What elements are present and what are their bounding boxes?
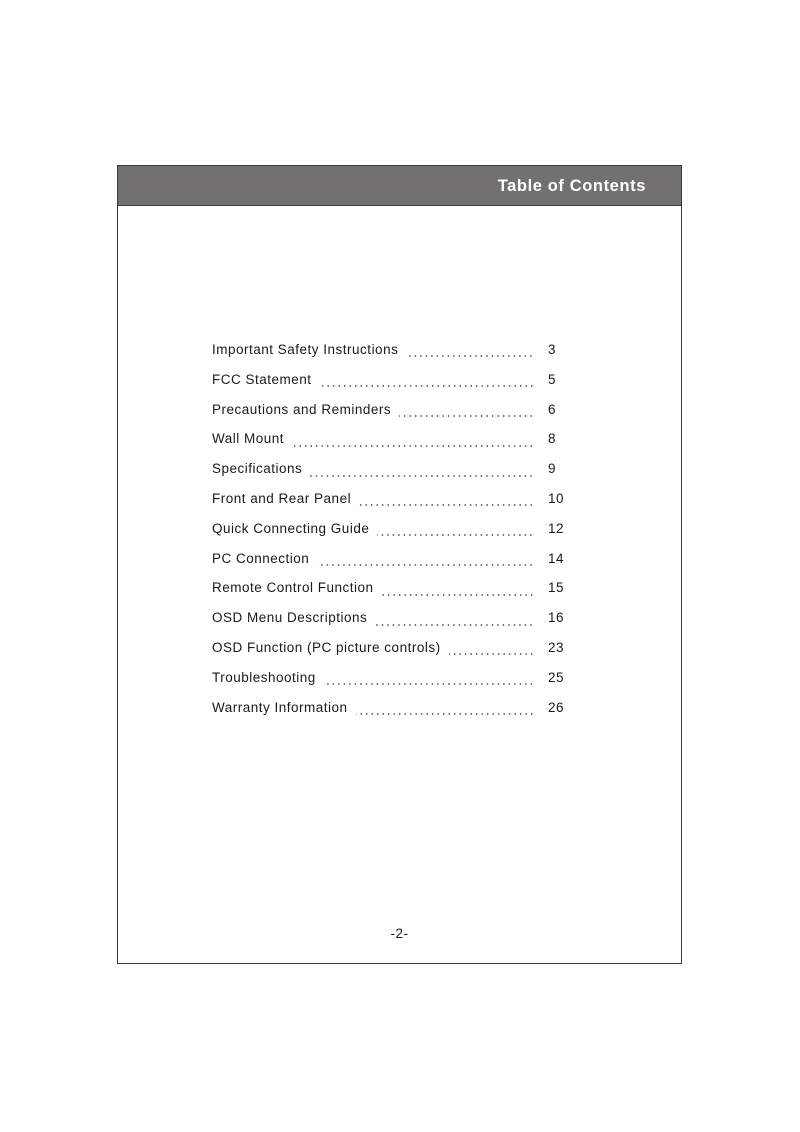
dot-leader: [449, 653, 534, 655]
toc-entry: [212, 370, 572, 400]
manual-page: [117, 165, 682, 964]
toc-entry-page: 9: [548, 461, 557, 477]
toc-entry: [212, 578, 572, 608]
toc-entry: [212, 429, 572, 459]
toc-entry-page: 6: [548, 401, 557, 417]
dot-leader: [356, 713, 534, 715]
toc-entry-label: OSD Function (PC picture controls): [212, 639, 441, 655]
toc-entry-page: 23: [548, 639, 565, 655]
toc-entry-page: 8: [548, 431, 557, 447]
toc-entry-label: Troubleshooting: [212, 669, 316, 685]
table-of-contents: [212, 340, 572, 727]
toc-entry-label: FCC Statement: [212, 371, 312, 387]
toc-entry-label: Front and Rear Panel: [212, 490, 352, 506]
toc-entry-label: PC Connection: [212, 550, 310, 566]
toc-entry: [212, 608, 572, 638]
dot-leader: [377, 534, 534, 536]
toc-entry-label: Quick Connecting Guide: [212, 520, 370, 536]
toc-entry-label: Important Safety Instructions: [212, 342, 399, 357]
toc-entry: [212, 459, 572, 489]
toc-entry-page: 16: [548, 610, 565, 626]
toc-entry-page: 3: [548, 342, 557, 357]
toc-entry-label: Wall Mount: [212, 431, 285, 447]
dot-leader: [375, 624, 534, 626]
toc-entry-label: Precautions and Reminders: [212, 401, 392, 417]
dot-leader: [324, 683, 534, 685]
toc-entry-page: 14: [548, 550, 565, 566]
dot-leader: [320, 385, 534, 387]
toc-entry-label: Specifications: [212, 461, 303, 477]
toc-entry-page: 26: [548, 699, 565, 715]
toc-entry: [212, 519, 572, 549]
toc-entry: [212, 638, 572, 668]
dot-leader: [317, 564, 534, 566]
page-title: Table of Contents: [497, 177, 646, 195]
toc-entry: [212, 489, 572, 519]
dot-leader: [310, 475, 534, 477]
toc-entry-page: 25: [548, 669, 565, 685]
toc-entry-page: 10: [548, 490, 565, 506]
toc-entry: [212, 400, 572, 430]
toc-entry-page: 12: [548, 520, 565, 536]
toc-entry-label: Warranty Information: [212, 699, 348, 715]
dot-leader: [292, 445, 534, 447]
dot-leader: [399, 415, 534, 417]
toc-entry-label: OSD Menu Descriptions: [212, 610, 368, 626]
dot-leader: [406, 355, 534, 357]
toc-entry: [212, 549, 572, 579]
toc-entry-label: Remote Control Function: [212, 580, 374, 596]
dot-leader: [382, 594, 534, 596]
toc-entry: [212, 698, 572, 728]
page-number: -2-: [390, 926, 409, 941]
toc-entry: [212, 340, 572, 370]
toc-entry-page: 15: [548, 580, 565, 596]
toc-entry-page: 5: [548, 371, 557, 387]
dot-leader: [359, 504, 534, 506]
toc-entry: [212, 668, 572, 698]
header-bar: [118, 166, 681, 206]
